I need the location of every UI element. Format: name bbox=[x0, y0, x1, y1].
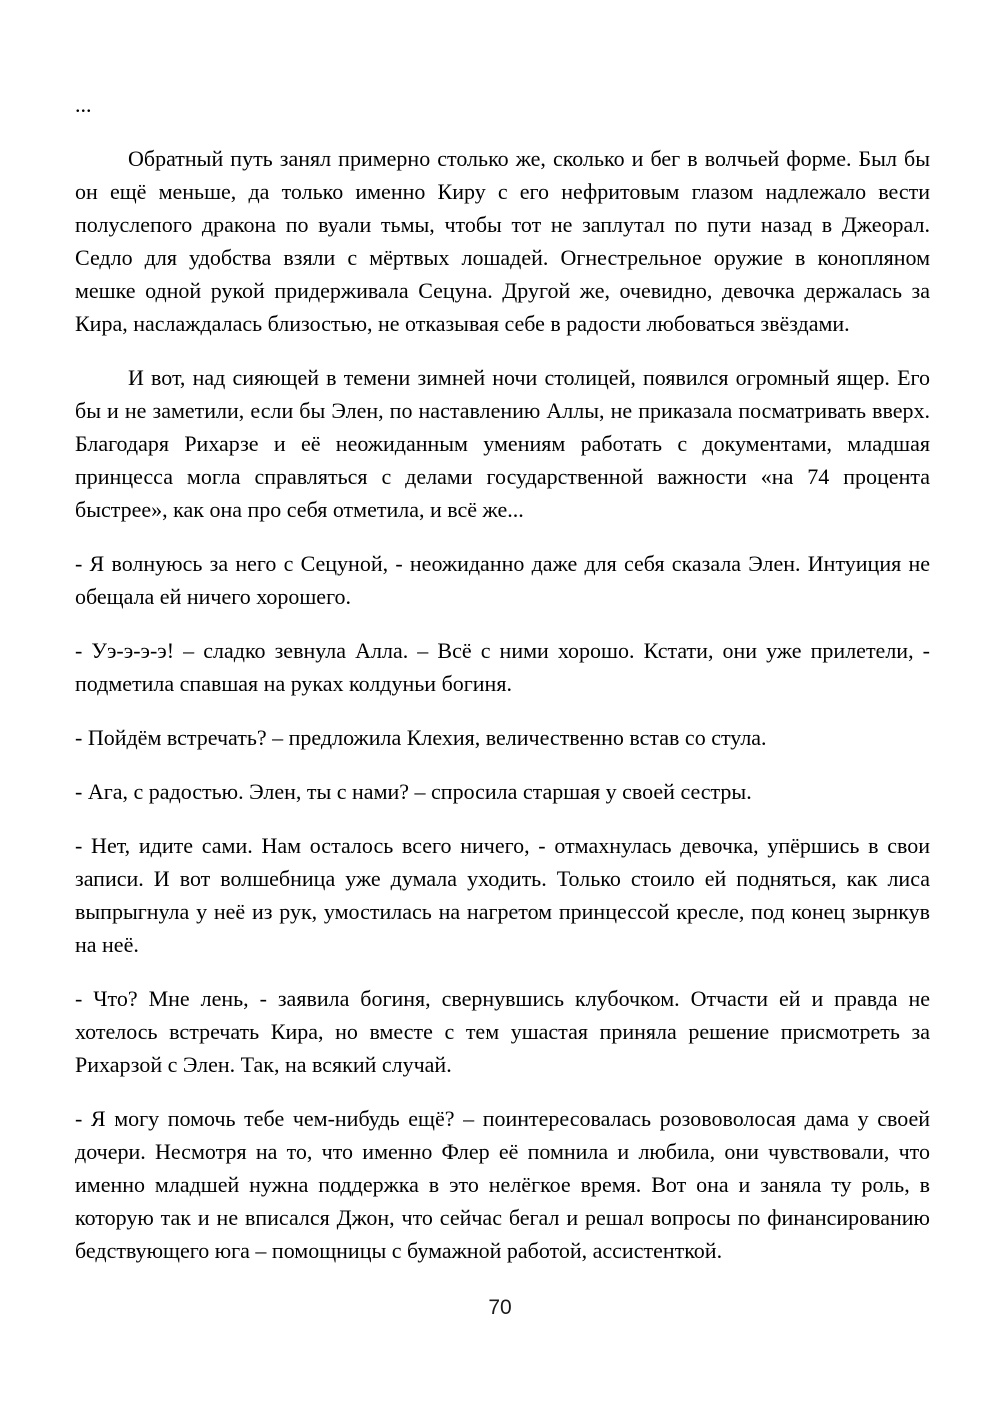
page-number: 70 bbox=[488, 1296, 512, 1319]
paragraph: - Я могу помочь тебе чем-нибудь ещё? – поинтересовалась розововолосая дама у своей дочери. Несмотря на то, что именно Флер её помнила и любила, они чувствовали, что именно младшей нужна поддержка в это нелёгкое время. Вот она и заняла ту роль, в которую так и не вписался Джон, что сейчас бегал и решал вопросы по финансированию бедствующего юга – помощницы с бумажной работой, ассистенткой. bbox=[75, 1106, 930, 1263]
paragraph: Обратный путь занял примерно столько же, сколько и бег в волчьей форме. Был бы он ещё меньше, да только именно Киру с его нефритовым глазом надлежало вести полуслепого дракона по вуали тьмы, чтобы тот не заплутал по пути назад в Джеорал. Седло для удобства взяли с мёртвых лошадей. Огнестрельное оружие в конопляном мешке одной рукой придерживала Сецуна. Другой же, очевидно, девочка держалась за Кира, наслаждалась близостью, не отказывая себе в радости любоваться звёздами. bbox=[75, 146, 930, 336]
paragraph: И вот, над сияющей в темени зимней ночи столицей, появился огромный ящер. Его бы и не заметили, если бы Элен, по наставлению Аллы, не приказала посматривать вверх. Благодаря Рихарзе и её неожиданным умениям работать с документами, младшая принцесса могла справляться с делами государственной важности «на 74 процента быстрее», как она про себя отметила, и всё же... bbox=[75, 365, 930, 522]
paragraph: - Ага, с радостью. Элен, ты с нами? – спросила старшая у своей сестры. bbox=[75, 779, 752, 804]
paragraph: - Уэ-э-э-э! – сладко зевнула Алла. – Всё с ними хорошо. Кстати, они уже прилетели, - подметила спавшая на руках колдуньи богиня. bbox=[75, 638, 930, 696]
paragraph: - Нет, идите сами. Нам осталось всего ничего, - отмахнулась девочка, упёршись в свои записи. И вот волшебница уже думала уходить. Только стоило ей подняться, как лиса выпрыгнула у неё из рук, умостилась на нагретом принцессой кресле, под конец зырнкув на неё. bbox=[75, 833, 930, 957]
paragraph: - Я волнуюсь за него с Сецуной, - неожиданно даже для себя сказала Элен. Интуиция не обещала ей ничего хорошего. bbox=[75, 551, 930, 609]
paragraph: - Пойдём встречать? – предложила Клехия, величественно встав со стула. bbox=[75, 725, 767, 750]
paragraph: - Что? Мне лень, - заявила богиня, свернувшись клубочком. Отчасти ей и правда не хотелось встречать Кира, но вместе с тем ушастая приняла решение присмотреть за Рихарзой с Элен. Так, на всякий случай. bbox=[75, 986, 930, 1077]
ellipsis-marker: ... bbox=[75, 92, 92, 117]
